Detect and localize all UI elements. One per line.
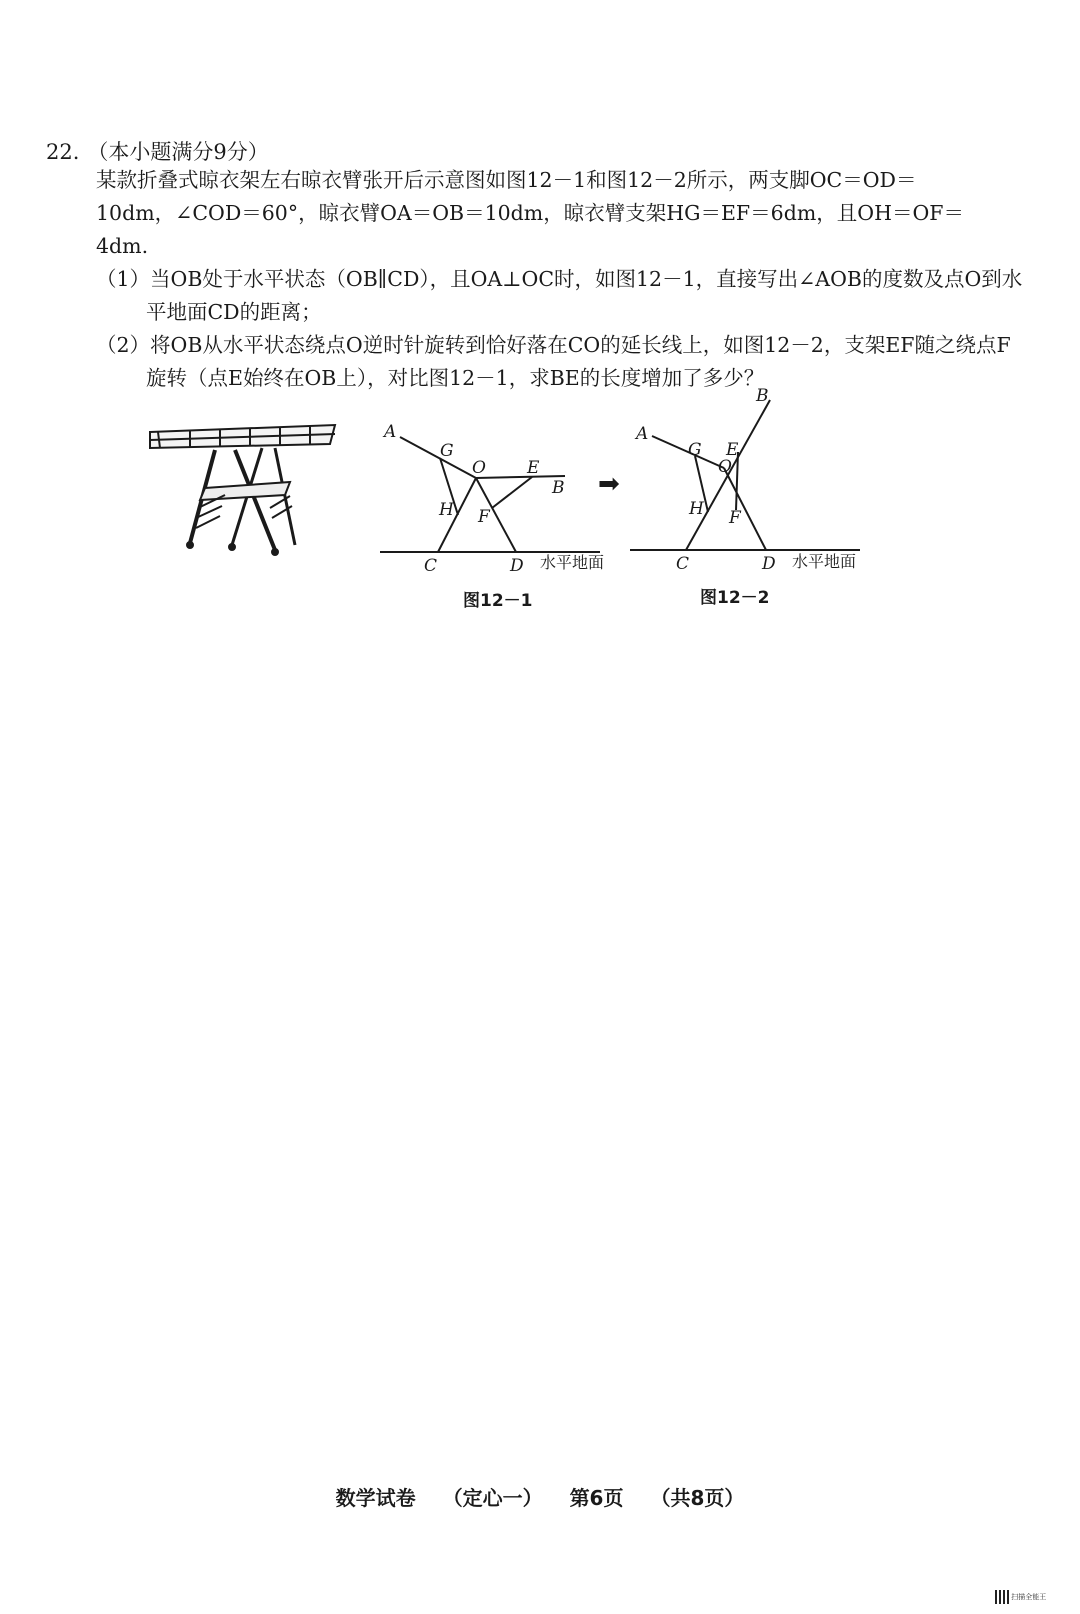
fig2-label-d: D: [762, 554, 776, 574]
transition-arrow-icon: ➡: [598, 469, 620, 499]
figure-12-1: [380, 437, 600, 552]
drying-rack-illustration: [150, 425, 335, 555]
fig2-label-e: E: [726, 440, 739, 460]
page-footer: [0, 1482, 1080, 1511]
footer-subject: 数学试卷: [335, 1486, 416, 1510]
fig2-label-f: F: [729, 508, 741, 528]
arm-oa-1: [400, 437, 476, 478]
fig1-label-h: H: [439, 500, 454, 520]
fig1-label-b: B: [552, 478, 565, 498]
question-intro: 某款折叠式晾衣架左右晾衣臂张开后示意图如图12－1和图12－2所示，两支脚OC＝OD＝10dm，∠COD＝60°，晾衣臂OA＝OB＝10dm，晾衣臂支架HG＝EF＝6dm，且OH＝OF＝4dm.: [96, 168, 964, 258]
fig2-label-g: G: [688, 440, 702, 460]
fig1-label-a: A: [384, 422, 397, 442]
fig2-label-a: A: [636, 424, 649, 444]
fig1-label-c: C: [424, 556, 438, 576]
strut-ef-1: [492, 477, 532, 508]
fig2-label-o: O: [718, 457, 732, 477]
fig1-label-e: E: [527, 458, 540, 478]
question-points: （本小题满分9分）: [87, 140, 269, 164]
fig1-label-f: F: [478, 507, 490, 527]
footer-page: 第6页: [569, 1486, 624, 1510]
fig1-label-g: G: [440, 441, 454, 461]
fig2-label-b: B: [756, 386, 769, 406]
figures-svg: [0, 0, 1080, 650]
scanner-watermark: [995, 1590, 1046, 1604]
figure-12-2: [630, 400, 860, 550]
fig2-label-c: C: [676, 554, 690, 574]
fig1-label-o: O: [472, 458, 486, 478]
question-part-2: （2）将OB从水平状态绕点O逆时针旋转到恰好落在CO的延长线上，如图12－2，支架EF随之绕点F旋转（点E始终在OB上），对比图12－1，求BE的长度增加了多少？: [96, 333, 1011, 390]
fig2-ground-label: 水平地面: [792, 552, 857, 571]
figure-12-2-caption: 图12－2: [700, 588, 770, 608]
fig1-label-d: D: [510, 556, 524, 576]
figure-12-1-caption: 图12－1: [463, 591, 533, 611]
fig1-ground-label: 水平地面: [540, 553, 605, 572]
footer-total: （共8页）: [650, 1486, 745, 1510]
watermark-text: 扫描全能王: [1011, 1593, 1047, 1601]
question-part-1: （1）当OB处于水平状态（OB∥CD），且OA⊥OC时，如图12－1，直接写出∠AOB的度数及点O到水平地面CD的距离；: [96, 267, 1023, 324]
question-number: 22.: [46, 140, 80, 164]
qr-code-icon: [995, 1590, 1009, 1604]
fig2-label-h: H: [689, 499, 704, 519]
footer-edition: （定心一）: [442, 1486, 543, 1510]
